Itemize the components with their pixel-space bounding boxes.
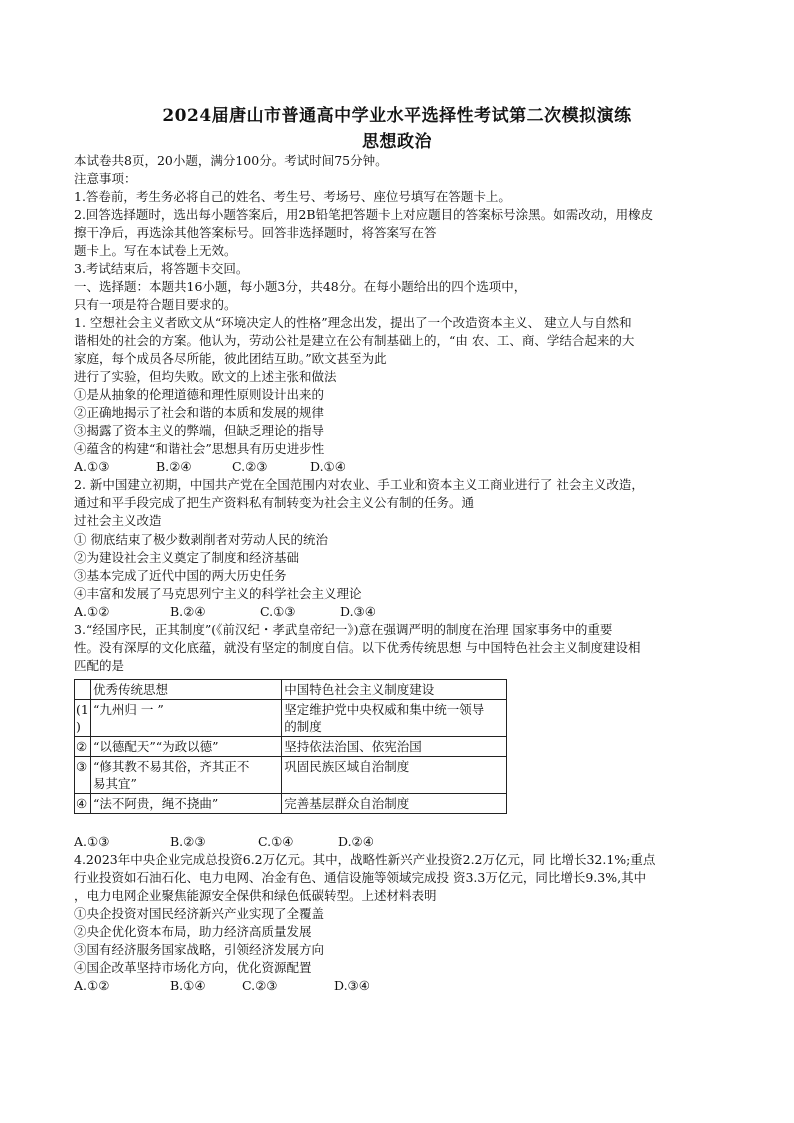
exam-title: 2024届唐山市普通高中学业水平选择性考试第二次模拟演练 — [162, 106, 632, 126]
intro-line: 注意事项： — [74, 171, 137, 186]
intro-line: 3.考试结束后，将答题卡交回。 — [74, 261, 249, 276]
q3-stem: 匹配的是 — [74, 658, 125, 673]
q1-item: ③揭露了资本主义的弊端，但缺乏理论的指导 — [74, 423, 325, 438]
q1-option-b[interactable]: B.②④ — [156, 459, 192, 474]
q2-option-a[interactable]: A.①② — [74, 604, 110, 619]
q2-item: ②为建设社会主义奠定了制度和经济基础 — [74, 550, 300, 565]
q2-option-b[interactable]: B.②④ — [170, 604, 206, 619]
intro-line: 擦干净后，再选涂其他答案标号。回答非选择题时，将答案写在答 — [74, 225, 437, 240]
row-system: 坚定维护党中央权威和集中统一领导 的制度 — [282, 700, 507, 737]
q4-stem: 行业投资如石油石化、电力电网、冶金有色、通信设施等领域完成投 资3.3万亿元，同比增长9.3%,其中 — [74, 870, 647, 885]
table-header-row — [75, 680, 507, 700]
q4-option-a[interactable]: A.①② — [74, 978, 110, 993]
q2-options — [74, 603, 724, 621]
row-number: ③ — [75, 757, 91, 794]
q4-item: ④国企改革坚持市场化方向，优化资源配置 — [74, 960, 312, 975]
row-system: 完善基层群众自治制度 — [282, 794, 507, 814]
table-row — [75, 737, 507, 757]
q2-stem: 2. 新中国建立初期，中国共产党在全国范围内对农业、手工业和资本主义工商业进行了 社会主义改造， — [74, 477, 644, 492]
intro-line: 本试卷共8页，20小题，满分100分。考试时间75分钟。 — [74, 153, 388, 168]
q2-item: ④丰富和发展了马克思列宁主义的科学社会主义理论 — [74, 586, 362, 601]
section-heading: 一、选择题：本题共16小题，每小题3分，共48分。在每小题给出的四个选项中， — [74, 279, 527, 294]
q1-item: ②正确地揭示了社会和谐的本质和发展的规律 — [74, 405, 325, 420]
q4-item: ②央企优化资本布局，助力经济高质量发展 — [74, 924, 312, 939]
intro-line: 题卡上。写在本试卷上无效。 — [74, 243, 237, 258]
q1-options — [74, 458, 724, 476]
intro-line: 2.回答选择题时，选出每小题答案后，用2B铅笔把答题卡上对应题目的答案标号涂黑。如需改动，用橡皮 — [74, 207, 654, 222]
q4-item: ①央企投资对国民经济新兴产业实现了全覆盖 — [74, 906, 325, 921]
q4-stem: 4.2023年中央企业完成总投资6.2万亿元。其中，战略性新兴产业投资2.2万亿元，同 比增长32.1%;重点 — [74, 852, 656, 867]
q4-stem: ，电力电网企业聚焦能源安全保供和绿色低碳转型。上述材料表明 — [74, 888, 437, 903]
intro-line: 1.答卷前，考生务必将自己的姓名、考生号、考场号、座位号填写在答题卡上。 — [74, 189, 511, 204]
row-number: (1 ) — [75, 700, 91, 737]
q3-stem: 3.“经国序民，正其制度”(《前汉纪・孝武皇帝纪一》)意在强调严明的制度在治理 国家事务中的重要 — [74, 622, 613, 637]
table-header-idea: 优秀传统思想 — [90, 680, 281, 700]
table-header-system: 中国特色社会主义制度建设 — [282, 680, 507, 700]
q4-option-b[interactable]: B.①④ — [170, 978, 206, 993]
q3-option-b[interactable]: B.②③ — [170, 834, 206, 849]
table-row — [75, 700, 507, 737]
q1-option-d[interactable]: D.①④ — [310, 459, 346, 474]
row-number: ② — [75, 737, 91, 757]
q3-stem: 性。没有深厚的文化底蕴，就没有坚定的制度自信。以下优秀传统思想 与中国特色社会主义制度建设相 — [74, 640, 641, 655]
q3-option-d[interactable]: D.②④ — [338, 834, 374, 849]
q2-option-c[interactable]: C.①③ — [260, 604, 296, 619]
row-idea: “修其教不易其俗，齐其正不 易其宜” — [90, 757, 281, 794]
q4-option-d[interactable]: D.③④ — [334, 978, 370, 993]
table-row — [75, 757, 507, 794]
q3-option-a[interactable]: A.①③ — [74, 834, 110, 849]
q4-options — [74, 977, 724, 995]
row-idea: “以德配天”“为政以德” — [90, 737, 281, 757]
q3-table — [74, 679, 507, 814]
row-system: 坚持依法治国、依宪治国 — [282, 737, 507, 757]
q3-option-c[interactable]: C.①④ — [258, 834, 294, 849]
q1-item: ①是从抽象的伦理道德和理性原则设计出来的 — [74, 387, 325, 402]
row-system: 巩固民族区域自治制度 — [282, 757, 507, 794]
q1-option-c[interactable]: C.②③ — [232, 459, 268, 474]
table-cell — [75, 680, 91, 700]
q1-stem: 进行了实验，但均失败。欧文的上述主张和做法 — [74, 369, 337, 384]
table-row — [75, 794, 507, 814]
q1-stem: 1. 空想社会主义者欧文从“环境决定人的性格”理念出发，提出了一个改造资本主义、 建立人与自然和 — [74, 315, 632, 330]
q4-item: ③国有经济服务国家战略，引领经济发展方向 — [74, 942, 325, 957]
row-idea: “法不阿贵，绳不挠曲” — [90, 794, 281, 814]
q2-stem: 通过和平手段完成了把生产资料私有制转变为社会主义公有制的任务。通 — [74, 495, 475, 510]
q1-stem: 家庭，每个成员各尽所能，彼此团结互助。”欧文甚至为此 — [74, 351, 387, 366]
q1-stem: 谐相处的社会的方案。他认为，劳动公社是建立在公有制基础上的，“由 农、工、商、学结合起来的大 — [74, 333, 635, 348]
q2-option-d[interactable]: D.③④ — [340, 604, 376, 619]
row-idea: “九州归 一 ” — [90, 700, 281, 737]
exam-subject: 思想政治 — [362, 132, 432, 152]
q2-item: ① 彻底结束了极少数剥削者对劳动人民的统治 — [74, 532, 328, 547]
row-number: ④ — [75, 794, 91, 814]
q2-item: ③基本完成了近代中国的两大历史任务 — [74, 568, 287, 583]
q2-stem: 过社会主义改造 — [74, 513, 162, 528]
q4-option-c[interactable]: C.②③ — [242, 978, 278, 993]
section-heading: 只有一项是符合题目要求的。 — [74, 297, 237, 312]
q1-item: ④蕴含的构建“和谐社会”思想具有历史进步性 — [74, 441, 325, 456]
q1-option-a[interactable]: A.①③ — [74, 459, 110, 474]
q3-options — [74, 833, 724, 851]
